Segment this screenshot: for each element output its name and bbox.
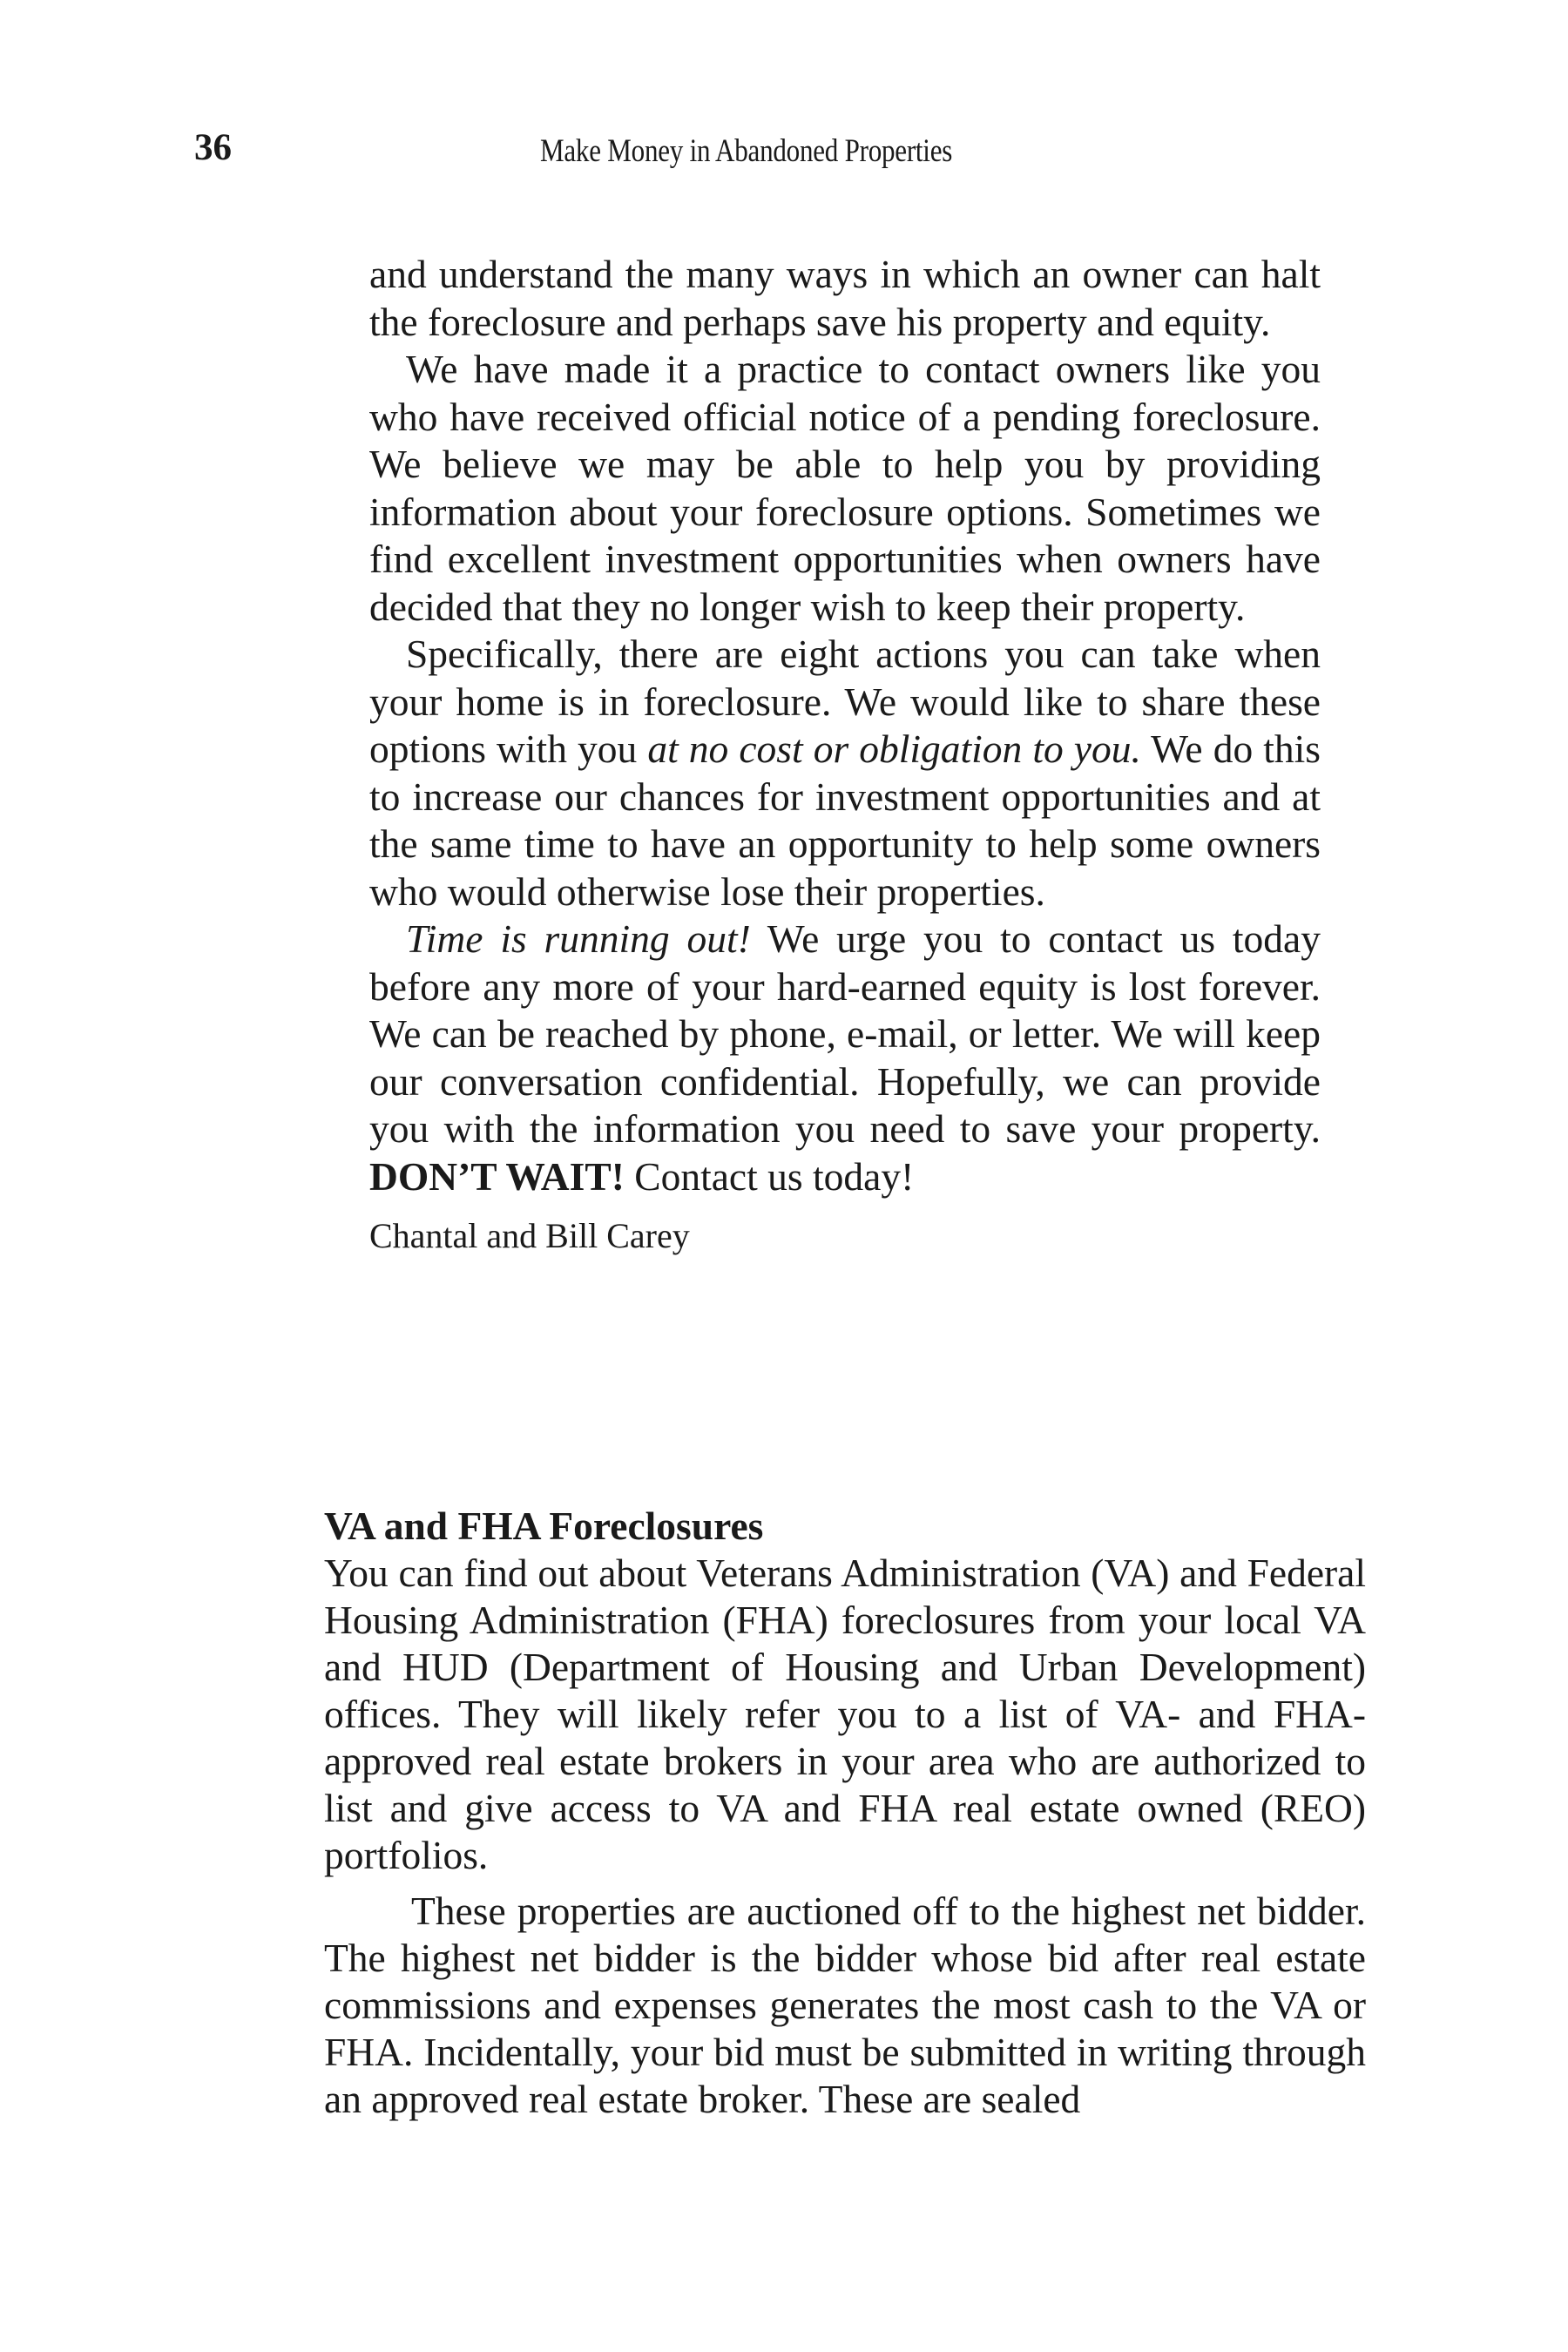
letter-paragraph-3 <box>369 631 1321 916</box>
letter-p3-text-b: We do this to increase our chances for investment opportunities and at the same time to have an opportunity to help some owners who would otherwise lose their properties. <box>369 727 1321 914</box>
letter-p4-strong: DON’T WAIT! <box>369 1153 625 1199</box>
letter-paragraph-2: We have made it a practice to contact owners like you who have received official notice of a pending foreclosure. We believe we may be able to help you by providing information about your foreclosure options. Sometimes we find excellent investment opportunities when owners have decided that they no longer wish to keep their property. <box>369 347 1321 629</box>
letter-p4-emphasis: Time is running out! <box>406 916 751 961</box>
letter-paragraph-1: and understand the many ways in which an owner can halt the foreclosure and perhaps save his property and equity. <box>369 252 1321 344</box>
page-header <box>0 122 1568 174</box>
letter-paragraph-4 <box>369 916 1321 1200</box>
letter-body <box>369 251 1321 1260</box>
letter-p4-text-b: Contact us today! <box>624 1153 915 1199</box>
section-paragraph-2: These properties are auctioned off to the highest net bidder. The highest net bidder is the bidder whose bid after real estate commissions and expenses generates the most cash to the VA or FHA. Incidentally, your bid must be submitted in writing through an approved real estate broker. These are sealed <box>324 1889 1366 2121</box>
letter-p3-text-a: Specifically, there are eight actions you can take when your home is in foreclosure. We would like to share these options with you <box>369 632 1321 771</box>
running-head: Make Money in Abandoned Properties <box>540 133 953 169</box>
section-va-fha <box>324 1503 1366 2123</box>
letter-p4-text-a: We urge you to contact us today before any more of your hard-earned equity is lost forever. We can be reached by phone, e-mail, or letter. We will keep our conversation confidential. Hopefully, we can provide you with the information you need to save your property. <box>369 916 1321 1151</box>
page-number: 36 <box>194 127 232 168</box>
letter-signature: Chantal and Bill Carey <box>369 1216 690 1255</box>
section-heading: VA and FHA Foreclosures <box>324 1504 764 1548</box>
section-paragraph-1: You can find out about Veterans Administration (VA) and Federal Housing Administration (FHA) foreclosures from your local VA and HUD (Department of Housing and Urban Development) offices. They will likely refer you to a list of VA- and FHA-approved real estate brokers in your area who are authorized to list and give access to VA and FHA real estate owned (REO) portfolios. <box>324 1551 1366 1877</box>
letter-p3-emphasis: at no cost or obligation to you. <box>647 727 1141 771</box>
